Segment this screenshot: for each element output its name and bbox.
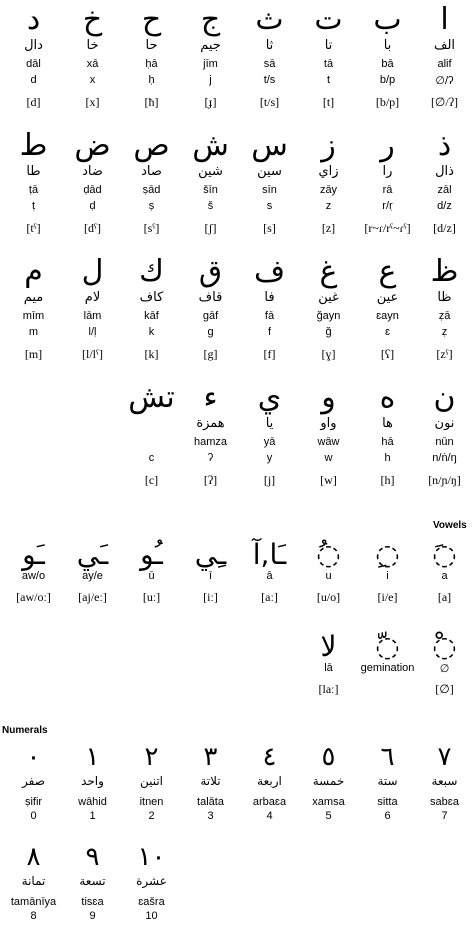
letter-cell — [122, 378, 181, 498]
vowel-latin: a — [441, 570, 448, 582]
numeral-cell — [358, 738, 417, 830]
letter-transliteration: ḥ — [148, 74, 155, 86]
vowel-ipa: [a] — [437, 590, 452, 604]
numeral-latin: tisɛa — [81, 896, 104, 908]
letter-glyph: ق — [198, 254, 223, 289]
letter-arabic-name: نون — [434, 416, 455, 431]
numeral-glyph: ٥ — [321, 742, 336, 772]
letter-arabic-name: با — [383, 38, 392, 53]
letter-cell — [358, 126, 417, 246]
letter-transliteration: š — [207, 200, 214, 212]
letter-arabic-name: ثا — [265, 38, 274, 53]
numeral-glyph: ٤ — [262, 742, 277, 772]
letter-transliteration: d — [30, 74, 37, 86]
vowel-ipa: [aj/eː] — [78, 590, 107, 604]
numeral-latin: talāta — [197, 796, 224, 808]
letter-ipa: [ʔ] — [203, 473, 218, 487]
letter-cell — [181, 0, 240, 120]
letter-latin-name: tā — [323, 58, 334, 70]
letter-latin-name: ḥā — [145, 58, 158, 70]
letter-glyph: ب — [373, 2, 402, 37]
letter-cell — [122, 0, 181, 120]
letter-glyph: ت — [314, 2, 343, 37]
numeral-cell — [299, 738, 358, 830]
letter-transliteration: c — [148, 452, 155, 464]
vowels-heading: Vowels — [433, 520, 467, 531]
letter-transliteration: s — [266, 200, 273, 212]
letter-transliteration: ḍ — [89, 200, 96, 212]
numeral-cell — [63, 738, 122, 830]
numeral-latin: arbaɛa — [252, 796, 287, 808]
letter-latin-name: sā — [263, 58, 276, 70]
letter-latin-name: ẓā — [438, 310, 451, 322]
letter-glyph: ح — [141, 2, 162, 37]
vowel-glyph: ـَا,آ — [252, 538, 287, 571]
letter-cell — [240, 378, 299, 498]
vowel-ipa: [uː] — [142, 590, 161, 604]
numeral-glyph: ٨ — [26, 842, 41, 872]
letter-glyph: ء — [203, 380, 218, 415]
vowel-latin: gemination — [360, 662, 415, 674]
letter-cell — [415, 252, 474, 372]
letter-latin-name: nūn — [435, 436, 454, 448]
numeral-cell — [63, 838, 122, 930]
letter-glyph: د — [26, 2, 41, 37]
numeral-cell — [181, 738, 240, 830]
letter-glyph: ز — [321, 128, 336, 163]
vowel-latin: ay/e — [82, 570, 103, 582]
letter-glyph: ا — [440, 2, 449, 37]
letter-ipa: [x] — [85, 95, 100, 109]
vowel-cell — [415, 626, 474, 706]
letter-cell — [240, 252, 299, 372]
letter-ipa: [ʕ] — [380, 347, 395, 361]
letter-glyph: غ — [319, 254, 338, 289]
letter-glyph: ه — [379, 380, 396, 415]
vowel-glyph: ـَي — [76, 538, 109, 571]
letter-arabic-name: خا — [86, 38, 99, 53]
letter-arabic-name: الف — [433, 38, 456, 53]
numeral-arabic-name: اربعة — [257, 774, 282, 788]
letter-ipa: [b/p] — [375, 95, 400, 109]
letter-transliteration: ğ — [325, 326, 332, 338]
letter-transliteration: ṭ — [31, 200, 36, 212]
letter-transliteration: z — [325, 200, 332, 212]
letter-cell — [4, 378, 63, 498]
letter-glyph — [4, 378, 63, 418]
letter-latin-name: zāl — [437, 184, 452, 196]
letter-transliteration: ∅/ʔ — [435, 75, 454, 87]
letter-transliteration: m — [28, 326, 39, 338]
letter-arabic-name: قاف — [198, 290, 223, 305]
vowel-cell — [299, 626, 358, 706]
letter-ipa: [ɣ] — [321, 347, 336, 361]
vowel-glyph: ◌ُ — [316, 538, 341, 571]
numeral-glyph: ٦ — [380, 742, 395, 772]
letter-arabic-name: جيم — [200, 38, 221, 53]
numeral-latin: wāhid — [78, 796, 107, 808]
letter-glyph: ف — [253, 254, 286, 289]
letter-cell — [63, 0, 122, 120]
numeral-arabic-name: عشرة — [136, 874, 167, 888]
letter-arabic-name: فا — [264, 290, 275, 305]
letter-latin-name: ḍād — [83, 184, 102, 196]
numeral-arabic-name: سبعة — [431, 774, 458, 788]
letter-transliteration: g — [207, 326, 214, 338]
letter-arabic-name: را — [382, 164, 393, 179]
letter-latin-name: ṣād — [142, 184, 161, 196]
letter-ipa: [sˤ] — [143, 221, 160, 235]
numerals-heading: Numerals — [2, 725, 48, 736]
letter-ipa: [ɟ] — [204, 95, 217, 109]
letter-ipa: [ħ] — [144, 95, 159, 109]
letter-latin-name: kāf — [144, 310, 159, 322]
letter-arabic-name: يا — [265, 416, 274, 431]
letter-transliteration: b/p — [379, 74, 396, 86]
numeral-digit: 0 — [30, 810, 37, 822]
letter-latin-name: rā — [382, 184, 393, 196]
letter-arabic-name: عين — [376, 290, 399, 305]
letter-transliteration: ʔ — [207, 452, 214, 464]
letter-arabic-name: لام — [84, 290, 101, 305]
letter-ipa: [r~ɾ/rˤ~ɾˤ] — [364, 221, 411, 235]
letter-cell — [4, 0, 63, 120]
numeral-arabic-name: تمانة — [21, 874, 46, 888]
letter-latin-name: yā — [263, 436, 276, 448]
letter-cell — [299, 0, 358, 120]
letter-transliteration: f — [267, 326, 272, 338]
letter-cell — [63, 378, 122, 498]
letter-ipa: [f] — [263, 347, 276, 361]
numeral-digit: 1 — [89, 810, 96, 822]
vowel-cell — [415, 534, 474, 614]
numeral-glyph: ٩ — [85, 842, 100, 872]
letter-ipa: [zˤ] — [436, 347, 453, 361]
letter-glyph: ظ — [430, 254, 459, 289]
letter-cell — [240, 0, 299, 120]
numeral-arabic-name: خمسة — [312, 774, 345, 788]
letter-arabic-name: ها — [382, 416, 393, 431]
vowel-latin: lā — [324, 662, 333, 674]
numeral-glyph: ٣ — [203, 742, 218, 772]
letter-ipa: [z] — [321, 221, 336, 235]
numeral-cell — [122, 838, 181, 930]
numeral-glyph: ٢ — [144, 742, 159, 772]
letter-arabic-name: سين — [257, 164, 282, 179]
vowel-ipa: [aː] — [261, 590, 278, 604]
letter-cell — [63, 126, 122, 246]
vowel-glyph: ـَو — [22, 538, 45, 571]
letter-ipa: [k] — [144, 347, 159, 361]
numeral-digit: 2 — [148, 810, 155, 822]
letter-cell — [358, 378, 417, 498]
numeral-digit: 6 — [384, 810, 391, 822]
letter-arabic-name: حا — [145, 38, 158, 53]
letter-cell — [358, 252, 417, 372]
letter-glyph: ذ — [437, 128, 452, 163]
letter-latin-name: mīm — [22, 310, 45, 322]
letter-latin-name: ğayn — [316, 310, 341, 322]
numeral-digit: 7 — [441, 810, 448, 822]
vowel-cell — [63, 534, 122, 614]
letter-latin-name: fā — [264, 310, 275, 322]
letter-ipa: [j] — [263, 473, 276, 487]
letter-arabic-name: واو — [320, 416, 337, 431]
letter-ipa: [n/ɲ/ŋ] — [428, 473, 461, 487]
vowel-cell — [122, 534, 181, 614]
letter-cell — [63, 252, 122, 372]
letter-ipa: [h] — [380, 473, 395, 487]
vowel-ipa: [i/e] — [377, 590, 398, 604]
numeral-digit: 3 — [207, 810, 214, 822]
letter-glyph: س — [251, 128, 288, 163]
letter-transliteration: x — [89, 74, 96, 86]
letter-cell — [299, 378, 358, 498]
numeral-cell — [415, 738, 474, 830]
vowel-ipa: [aw/oː] — [16, 590, 51, 604]
letter-arabic-name: ظا — [437, 290, 452, 305]
numeral-digit: 10 — [145, 910, 158, 922]
letter-transliteration: y — [266, 452, 273, 464]
letter-cell — [358, 0, 417, 120]
numeral-digit: 8 — [30, 910, 37, 922]
vowel-latin: ū — [148, 570, 155, 582]
vowel-ipa: [iː] — [203, 590, 218, 604]
letter-latin-name: bā — [381, 58, 394, 70]
letter-transliteration: t/s — [263, 74, 276, 86]
numeral-latin: ɛašra — [138, 896, 165, 908]
letter-transliteration: ẓ — [441, 326, 448, 338]
numeral-arabic-name: ستة — [377, 774, 398, 788]
numeral-latin: ṣifir — [24, 796, 43, 808]
vowel-cell — [240, 534, 299, 614]
letter-ipa: [l/lˤ] — [82, 347, 103, 361]
letter-transliteration: w — [324, 452, 333, 464]
letter-ipa: [w] — [320, 473, 337, 487]
letter-glyph: خ — [82, 2, 103, 37]
letter-glyph: ش — [192, 128, 229, 163]
letter-latin-name: šīn — [203, 184, 218, 196]
vowel-ipa: [∅] — [435, 682, 454, 696]
letter-transliteration: l/ḷ — [88, 326, 97, 338]
letter-cell — [415, 0, 474, 120]
letter-arabic-name: طا — [26, 164, 41, 179]
numeral-arabic-name: واحد — [81, 774, 104, 788]
letter-glyph: و — [321, 380, 336, 415]
letter-ipa: [g] — [203, 347, 218, 361]
letter-latin-name: sīn — [262, 184, 277, 196]
letter-cell — [299, 126, 358, 246]
letter-latin-name: hamza — [193, 436, 228, 448]
letter-arabic-name: ضاد — [82, 164, 103, 179]
numeral-digit: 9 — [89, 910, 96, 922]
letter-latin-name: lām — [83, 310, 102, 322]
vowel-latin: ī — [208, 570, 213, 582]
letter-ipa: [c] — [144, 473, 159, 487]
letter-glyph: ك — [139, 254, 164, 289]
letter-ipa: [t] — [322, 95, 335, 109]
letter-arabic-name: ذال — [435, 164, 454, 179]
vowel-latin: ā — [266, 570, 273, 582]
letter-ipa: [ʃ] — [204, 221, 217, 235]
letter-ipa: [∅/ʔ] — [430, 95, 459, 109]
vowel-ipa: [laː] — [318, 682, 339, 696]
vowel-glyph: ◌ّ — [375, 630, 400, 663]
letter-cell — [4, 252, 63, 372]
letter-latin-name: hā — [381, 436, 394, 448]
letter-glyph: ط — [19, 128, 48, 163]
vowel-glyph: ◌ِ — [375, 538, 400, 571]
letter-latin-name: jīm — [203, 58, 218, 70]
vowel-glyph: لا — [320, 630, 337, 663]
letter-transliteration: k — [148, 326, 155, 338]
numeral-latin: sitta — [377, 796, 398, 808]
numeral-latin: itnen — [139, 796, 164, 808]
letter-cell — [181, 252, 240, 372]
vowel-cell — [181, 534, 240, 614]
letter-cell — [181, 126, 240, 246]
numeral-digit: 4 — [266, 810, 273, 822]
letter-transliteration: t — [326, 74, 331, 86]
letter-glyph: ث — [255, 2, 284, 37]
numeral-latin: tamānīya — [10, 896, 57, 908]
numeral-latin: sabɛa — [430, 796, 459, 808]
letter-transliteration: ɛ — [384, 326, 391, 338]
letter-latin-name: ṭā — [28, 184, 39, 196]
vowel-cell — [4, 534, 63, 614]
letter-cell — [4, 126, 63, 246]
letter-glyph: ل — [81, 254, 104, 289]
letter-latin-name: zāy — [319, 184, 338, 196]
letter-glyph — [63, 378, 122, 418]
vowel-latin: u — [325, 570, 332, 582]
letter-cell — [299, 252, 358, 372]
letter-glyph: ض — [74, 128, 111, 163]
letter-transliteration: h — [384, 452, 391, 464]
letter-cell — [122, 252, 181, 372]
letter-ipa: [d] — [26, 95, 41, 109]
letter-arabic-name: صاد — [141, 164, 162, 179]
letter-transliteration: d/z — [437, 200, 452, 212]
letter-glyph: ج — [200, 2, 221, 37]
letter-glyph: م — [24, 254, 43, 289]
numeral-glyph: ١٠ — [137, 842, 166, 872]
vowel-glyph: ـُو — [140, 538, 163, 571]
letter-latin-name: dāl — [26, 58, 41, 70]
letter-glyph: ص — [133, 128, 170, 163]
numeral-digit: 5 — [325, 810, 332, 822]
letter-latin-name: gāf — [202, 310, 219, 322]
letter-latin-name: xā — [86, 58, 99, 70]
letter-transliteration: r/ṛ — [382, 200, 393, 212]
letter-latin-name: alif — [437, 58, 452, 70]
letter-arabic-name: تا — [324, 38, 333, 53]
letter-glyph: ر — [380, 128, 395, 163]
letter-glyph: ن — [433, 380, 456, 415]
vowel-glyph: ◌َ — [432, 538, 457, 571]
vowel-latin: i — [386, 570, 389, 582]
letter-glyph: ي — [257, 380, 282, 415]
letter-arabic-name: كاف — [139, 290, 164, 305]
letter-cell — [415, 378, 474, 498]
letter-glyph: ع — [378, 254, 397, 289]
letter-arabic-name: غين — [318, 290, 339, 305]
numeral-latin: xamsa — [312, 796, 345, 808]
letter-ipa: [m] — [24, 347, 43, 361]
vowel-latin: ∅ — [439, 663, 450, 675]
letter-latin-name: ɛayn — [376, 310, 399, 322]
numeral-arabic-name: صفر — [22, 774, 45, 788]
letter-transliteration: n/ṅ/ŋ — [432, 452, 457, 464]
letter-cell — [415, 126, 474, 246]
letter-cell — [181, 378, 240, 498]
vowel-cell — [299, 534, 358, 614]
numeral-glyph: ٠ — [26, 742, 41, 772]
letter-ipa: [t/s] — [259, 95, 280, 109]
letter-ipa: [s] — [263, 221, 276, 235]
letter-ipa: [d/z] — [433, 221, 456, 235]
numeral-cell — [122, 738, 181, 830]
letter-arabic-name: زاي — [318, 164, 339, 179]
letter-ipa: [dˤ] — [84, 221, 101, 235]
vowel-glyph: ◌ْ — [432, 630, 457, 663]
letter-glyph: تش — [128, 380, 175, 415]
numeral-arabic-name: تلاتة — [200, 774, 221, 788]
numeral-arabic-name: تسعة — [79, 874, 106, 888]
letter-transliteration: ṣ — [148, 200, 155, 212]
numeral-glyph: ١ — [85, 742, 100, 772]
numeral-glyph: ٧ — [437, 742, 452, 772]
letter-arabic-name: ميم — [23, 290, 44, 305]
vowel-latin: aw/o — [21, 570, 46, 582]
numeral-cell — [240, 738, 299, 830]
numeral-cell — [4, 838, 63, 930]
numeral-arabic-name: اتنين — [139, 774, 164, 788]
letter-ipa: [tˤ] — [26, 221, 41, 235]
letter-cell — [240, 126, 299, 246]
letter-cell — [122, 126, 181, 246]
letter-latin-name: wāw — [317, 436, 340, 448]
vowel-ipa: [u/o] — [316, 590, 341, 604]
letter-transliteration: j — [209, 74, 212, 86]
letter-arabic-name: شين — [198, 164, 223, 179]
letter-arabic-name: همزة — [196, 416, 225, 431]
vowel-glyph: ـِي — [194, 538, 227, 571]
numeral-cell — [4, 738, 63, 830]
letter-arabic-name: دال — [24, 38, 43, 53]
